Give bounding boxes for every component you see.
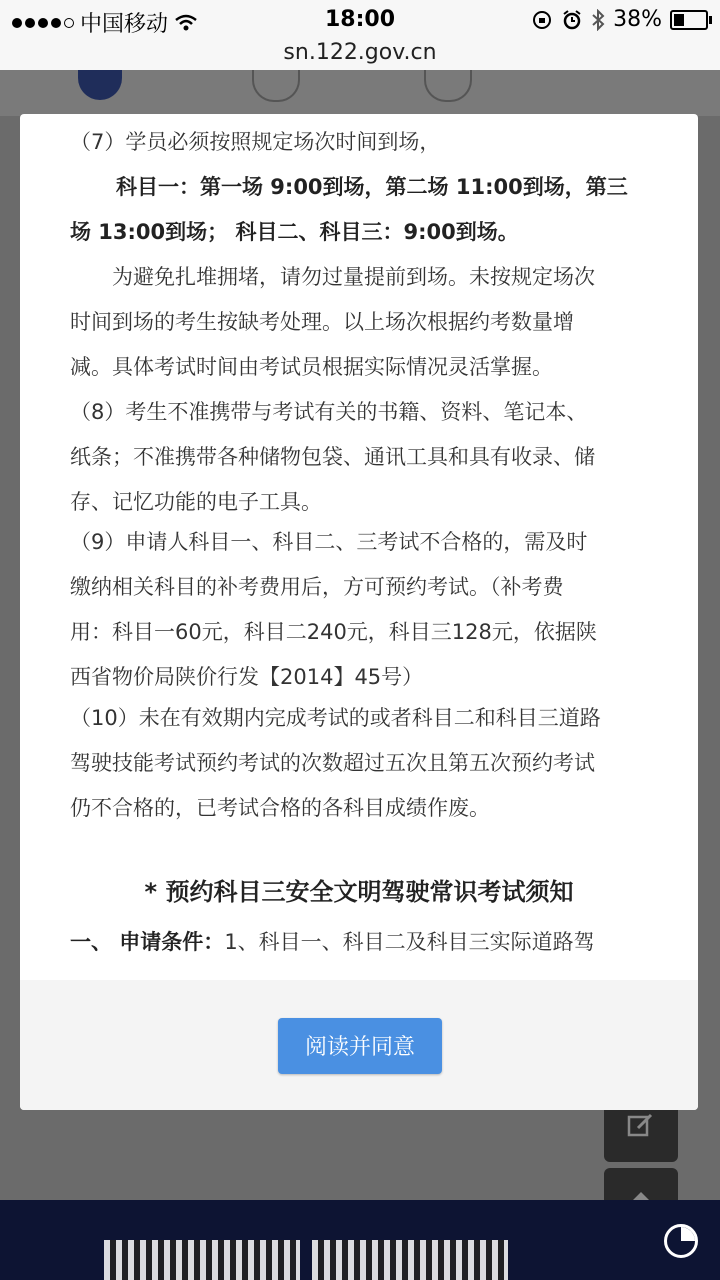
notice-line: 科目一：第一场 9:00到场，第二场 11:00到场，第三 — [116, 175, 628, 199]
section-text: 1、科目一、科目二及科目三实际道路驾 — [224, 930, 595, 954]
loading-indicator-icon — [664, 1224, 698, 1258]
notice-paragraph — [116, 165, 698, 210]
orientation-lock-icon — [531, 9, 553, 31]
notice-line: 缴纳相关科目的补考费用后，方可预约考试。（补考费 — [70, 575, 564, 599]
notice-modal — [20, 114, 698, 1110]
alarm-icon — [561, 9, 583, 31]
notice-line: 仍不合格的，已考试合格的各科目成绩作废。 — [70, 796, 490, 820]
qr-code — [312, 1240, 508, 1280]
notice-content[interactable] — [20, 114, 698, 980]
notice-line: （7）学员必须按照规定场次时间到场， — [70, 130, 441, 154]
notice-paragraph — [70, 920, 670, 965]
notice-line: 纸条；不准携带各种储物包袋、通讯工具和具有收录、储 — [70, 445, 595, 469]
status-bar — [0, 0, 720, 40]
notice-line: （9）申请人科目一、科目二、三考试不合格的，需及时 — [70, 530, 588, 554]
notice-paragraph — [70, 210, 670, 255]
battery-icon — [670, 10, 708, 30]
notice-paragraph — [70, 255, 670, 390]
notice-line: 时间到场的考生按缺考处理。以上场次根据约考数量增 — [70, 310, 574, 334]
notice-line: （8）考生不准携带与考试有关的书籍、资料、笔记本、 — [70, 400, 588, 424]
section-title: * 预约科目三安全文明驾驶常识考试须知 — [144, 878, 574, 906]
notice-paragraph — [70, 520, 670, 700]
notice-paragraph — [70, 390, 670, 525]
url-bar[interactable]: sn.122.gov.cn — [0, 40, 720, 70]
edit-icon — [626, 1110, 656, 1140]
notice-paragraph — [70, 696, 670, 831]
status-time: 18:00 — [324, 7, 396, 32]
section-heading: 一、 申请条件： — [70, 930, 225, 954]
battery-percent: 38% — [613, 7, 662, 32]
qr-code — [104, 1240, 300, 1280]
notice-line: 驾驶技能考试预约考试的次数超过五次且第五次预约考试 — [70, 751, 595, 775]
bluetooth-icon — [591, 9, 605, 31]
status-right — [531, 7, 708, 32]
notice-line: 用：科目一60元，科目二240元，科目三128元，依据陕 — [70, 620, 597, 644]
notice-line: 存、记忆功能的电子工具。 — [70, 490, 322, 514]
carrier-label: 中国移动 — [80, 12, 169, 37]
read-and-agree-button[interactable]: 阅读并同意 — [278, 1018, 442, 1074]
notice-line: 减。具体考试时间由考试员根据实际情况灵活掌握。 — [70, 355, 553, 379]
notice-line: 西省物价局陕价行发【2014】45号） — [70, 665, 424, 689]
modal-footer — [20, 980, 698, 1110]
notice-line: （10）未在有效期内完成考试的或者科目二和科目三道路 — [70, 706, 601, 730]
notice-paragraph — [70, 120, 670, 165]
notice-line: 场 13:00到场； 科目二、科目三：9:00到场。 — [70, 220, 519, 244]
notice-line: 为避免扎堆拥堵，请勿过量提前到场。未按规定场次 — [112, 265, 595, 289]
